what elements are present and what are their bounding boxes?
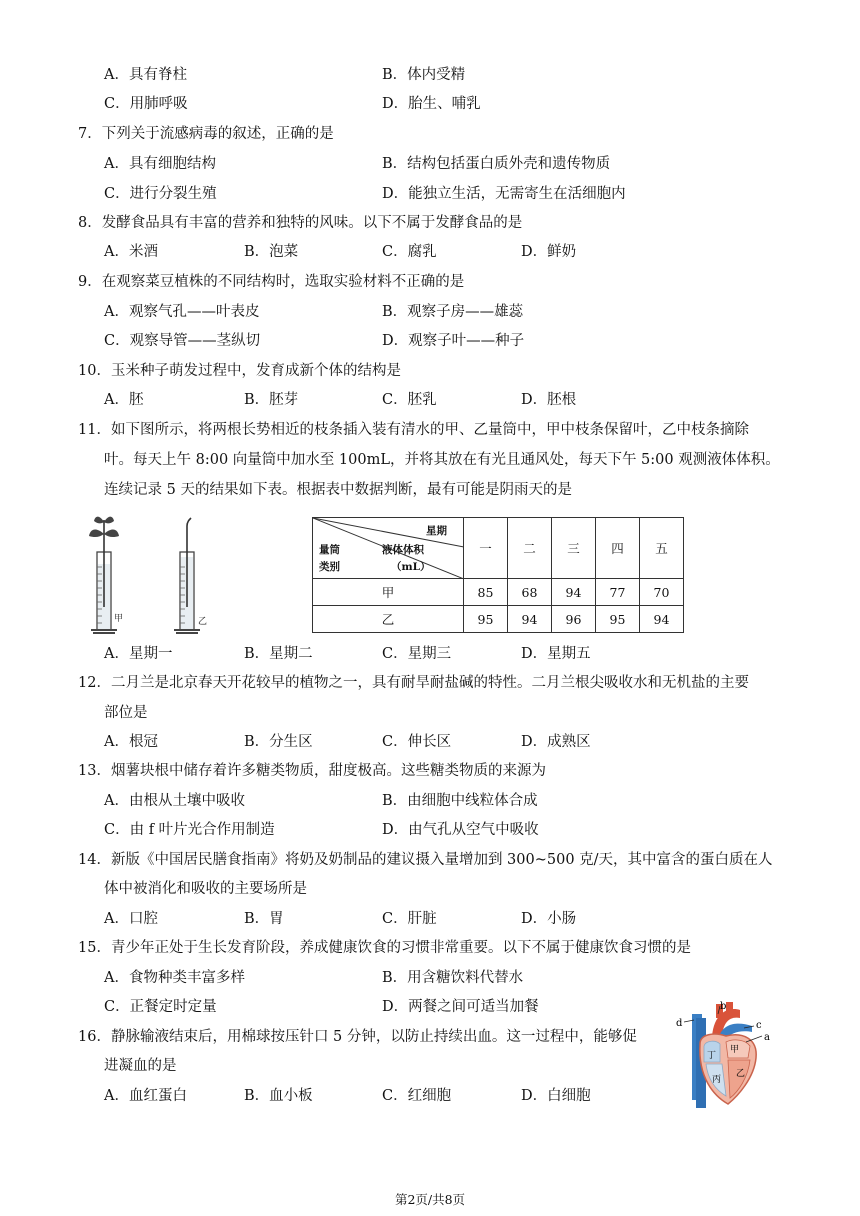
q13-stem: 13．烟薯块根中储存着许多糖类物质，甜度极高。这些糖类物质的来源为 (78, 763, 546, 779)
q9-stem: 9．在观察菜豆植株的不同结构时，选取实验材料不正确的是 (78, 274, 465, 290)
q8-option-b: B．泡菜 (244, 244, 299, 260)
table-header-diagonal-cell (313, 518, 464, 579)
q11-option-a: A．星期一 (104, 646, 173, 662)
q11-stem-line2: 叶。每天上午 8:00 向量筒中加水至 100mL，并将其放在有光且通风处，每天下午 5:00 观测液体体积。 (104, 452, 780, 468)
table-row (313, 606, 684, 633)
q10-option-d: D．胚根 (521, 392, 577, 408)
q10-stem: 10．玉米种子萌发过程中，发育成新个体的结构是 (78, 363, 401, 379)
q7-option-b: B．结构包括蛋白质外壳和遗传物质 (382, 156, 611, 172)
q7-option-a: A．具有细胞结构 (104, 156, 216, 172)
q7-option-d: D．能独立生活，无需寄生在活细胞内 (382, 186, 626, 202)
q16-option-b: B．血小板 (244, 1088, 313, 1104)
q15-option-b: B．用含糖饮料代替水 (382, 970, 524, 986)
q14-option-c: C．肝脏 (382, 911, 437, 927)
q14-stem-line2: 体中被消化和吸收的主要场所是 (104, 881, 307, 897)
cylinder-yi (174, 518, 207, 633)
q14-stem-line1: 14．新版《中国居民膳食指南》将奶及奶制品的建议摄入量增加到 300~500 克/天，其中富含的蛋白质在人 (78, 852, 773, 868)
heart-label-c: c (756, 1020, 762, 1031)
header-volume-label: 液体体积 (382, 544, 424, 556)
table-cell: 77 (596, 579, 640, 606)
heart-label-d: d (676, 1018, 683, 1029)
day-header-2: 二 (508, 518, 552, 579)
table-cell: 68 (508, 579, 552, 606)
q13-option-a: A．由根从土壤中吸收 (104, 793, 245, 809)
q6-option-a: A．具有脊柱 (104, 67, 187, 83)
q10-option-b: B．胚芽 (244, 392, 299, 408)
q13-option-c: C．由 f 叶片光合作用制造 (104, 822, 275, 838)
q15-option-c: C．正餐定时定量 (104, 999, 217, 1015)
q13-option-d: D．由气孔从空气中吸收 (382, 822, 539, 838)
header-weekday-label: 星期 (426, 525, 447, 537)
heart-label-a: a (764, 1032, 770, 1043)
heart-figure (670, 1000, 780, 1112)
day-header-3: 三 (552, 518, 596, 579)
page-footer: 第2页/共8页 (394, 1192, 466, 1207)
q6-option-b: B．体内受精 (382, 67, 466, 83)
q15-option-d: D．两餐之间可适当加餐 (382, 999, 539, 1015)
q12-option-b: B．分生区 (244, 734, 313, 750)
q11-option-d: D．星期五 (521, 646, 591, 662)
data-table (312, 517, 684, 633)
q16-stem-line1: 16．静脉输液结束后，用棉球按压针口 5 分钟，以防止持续出血。这一过程中，能够促 (78, 1029, 637, 1045)
table-row (313, 579, 684, 606)
table-cell: 70 (640, 579, 684, 606)
q11-option-b: B．星期二 (244, 646, 313, 662)
table-cell: 94 (508, 606, 552, 633)
q15-stem: 15．青少年正处于生长发育阶段，养成健康饮食的习惯非常重要。以下不属于健康饮食习惯的是 (78, 940, 691, 956)
q16-option-a: A．血红蛋白 (104, 1088, 187, 1104)
q11-option-c: C．星期三 (382, 646, 452, 662)
q11-stem-line3: 连续记录 5 天的结果如下表。根据表中数据判断，最有可能是阴雨天的是 (104, 482, 572, 498)
q12-option-d: D．成熟区 (521, 734, 591, 750)
header-cylinder-label: 量筒 (319, 544, 340, 556)
heart-label-jia: 甲 (730, 1045, 740, 1055)
q8-option-c: C．腐乳 (382, 244, 437, 260)
table-cell: 94 (640, 606, 684, 633)
q14-option-d: D．小肠 (521, 911, 577, 927)
q12-option-c: C．伸长区 (382, 734, 452, 750)
q12-option-a: A．根冠 (104, 734, 158, 750)
day-header-5: 五 (640, 518, 684, 579)
q10-option-c: C．胚乳 (382, 392, 437, 408)
q7-stem: 7．下列关于流感病毒的叙述，正确的是 (78, 126, 334, 142)
q16-option-d: D．白细胞 (521, 1088, 591, 1104)
cylinder-jia (89, 517, 123, 633)
q9-option-a: A．观察气孔——叶表皮 (104, 304, 260, 320)
q8-stem: 8．发酵食品具有丰富的营养和独特的风味。以下不属于发酵食品的是 (78, 215, 523, 231)
q12-stem-line1: 12．二月兰是北京春天开花较早的植物之一，具有耐旱耐盐碱的特性。二月兰根尖吸收水和无机盐的主要 (78, 675, 749, 691)
table-cell: 95 (596, 606, 640, 633)
q14-option-a: A．口腔 (104, 911, 158, 927)
q9-option-d: D．观察子叶——种子 (382, 333, 525, 349)
table-cell: 96 (552, 606, 596, 633)
heart-label-bing: 丙 (712, 1075, 722, 1085)
header-unit-label: （mL） (391, 561, 431, 573)
table-cell: 95 (464, 606, 508, 633)
heart-label-b: b (720, 1001, 727, 1012)
q10-option-a: A．胚 (104, 392, 144, 408)
heart-label-ding: 丁 (707, 1051, 717, 1061)
q16-option-c: C．红细胞 (382, 1088, 452, 1104)
table-cell: 85 (464, 579, 508, 606)
q14-option-b: B．胃 (244, 911, 284, 927)
q7-option-c: C．进行分裂生殖 (104, 186, 217, 202)
row-label-jia: 甲 (313, 579, 464, 606)
day-header-1: 一 (464, 518, 508, 579)
cylinder-jia-label: 甲 (114, 614, 124, 624)
q6-option-d: D．胎生、哺乳 (382, 96, 481, 112)
header-category-label: 类别 (319, 561, 340, 573)
day-header-4: 四 (596, 518, 640, 579)
q16-stem-line2: 进凝血的是 (104, 1058, 177, 1074)
q8-option-a: A．米酒 (104, 244, 158, 260)
q9-option-c: C．观察导管——茎纵切 (104, 333, 261, 349)
q15-option-a: A．食物种类丰富多样 (104, 970, 245, 986)
q12-stem-line2: 部位是 (104, 705, 148, 721)
q11-stem-line1: 11．如下图所示，将两根长势相近的枝条插入装有清水的甲、乙量筒中，甲中枝条保留叶，乙中枝条摘除 (78, 422, 749, 438)
q9-option-b: B．观察子房——雄蕊 (382, 304, 524, 320)
q8-option-d: D．鲜奶 (521, 244, 577, 260)
table-cell: 94 (552, 579, 596, 606)
heart-label-yi: 乙 (736, 1069, 746, 1079)
q13-option-b: B．由细胞中线粒体合成 (382, 793, 538, 809)
row-label-yi: 乙 (313, 606, 464, 633)
cylinders-figure (85, 512, 225, 636)
q6-option-c: C．用肺呼吸 (104, 96, 188, 112)
cylinder-yi-label: 乙 (198, 617, 208, 627)
